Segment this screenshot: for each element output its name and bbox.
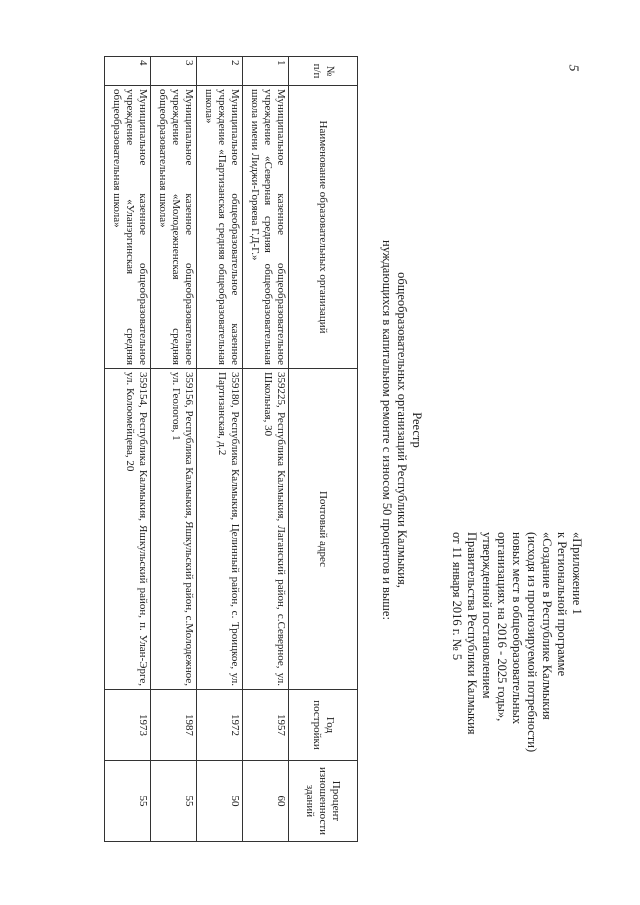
approval-line: утвержденной постановлением <box>480 532 494 699</box>
approval-line: (исходя из прогнозируемой потребности) <box>525 532 539 753</box>
approval-line: организациях на 2016 - 2025 годы», <box>495 532 509 722</box>
table-row <box>243 57 289 842</box>
page-number: 5 <box>565 64 581 72</box>
cell-num: 1 <box>243 57 289 86</box>
cell-year: 1972 <box>197 690 243 761</box>
cell-num: 4 <box>105 57 151 86</box>
cell-name: Муниципальное общеобразовательное казенное учреждение «Партизанская средняя общеобразовательная школа» <box>197 86 243 369</box>
title-line: нуждающихся в капитальном ремонте с износом 50 процентов и выше: <box>380 240 394 620</box>
cell-address: 359225, Республика Калмыкия, Лаганский район, с.Северное, ул. Школьная, 30 <box>243 369 289 690</box>
header-wear: Процент изношенности зданий <box>289 761 358 842</box>
header-address: Почтовый адрес <box>289 369 358 690</box>
title-line: Реестр <box>410 412 424 448</box>
cell-num: 2 <box>197 57 243 86</box>
cell-wear: 55 <box>105 761 151 842</box>
cell-year: 1973 <box>105 690 151 761</box>
approval-line: новых мест в общеобразовательных <box>510 532 524 725</box>
table-row <box>105 57 151 842</box>
cell-wear: 55 <box>151 761 197 842</box>
approval-line: Правительства Республики Калмыкия <box>465 532 479 735</box>
table-header-row <box>289 57 358 842</box>
cell-name: Муниципальное казенное общеобразовательное учреждение «Молодежненская средняя общеобразовательная школа» <box>151 86 197 369</box>
cell-address: 359180, Республика Калмыкия, Целинный район, с. Троицкое, ул. Партизанская, д.2 <box>197 369 243 690</box>
approval-line: «Приложение 1 <box>570 532 584 615</box>
cell-wear: 60 <box>243 761 289 842</box>
header-name: Наименование образовательных организаций <box>289 86 358 369</box>
cell-wear: 50 <box>197 761 243 842</box>
approval-line: от 11 января 2016 г. № 5 <box>450 532 464 661</box>
cell-name: Муниципальное казенное общеобразовательное учреждение «Уланэргинская средняя общеобразовательная школа» <box>105 86 151 369</box>
approval-line: «Создание в Республике Калмыкия <box>540 532 554 720</box>
table-row <box>197 57 243 842</box>
cell-address: 359154, Республика Калмыкия, Яшкульский район, п. Улан-Эрге, ул. Колоомейцева, 20 <box>105 369 151 690</box>
cell-address: 359156, Республика Калмыкия, Яшкульский район, с.Молодежное, ул. Геологов, 1 <box>151 369 197 690</box>
approval-line: к Региональной программе <box>555 532 569 677</box>
title-line: общеобразовательных организаций Республики Калмыкия, <box>395 272 409 588</box>
document-title <box>379 90 424 770</box>
cell-num: 3 <box>151 57 197 86</box>
header-num: № п/п <box>289 57 358 86</box>
table-row <box>151 57 197 842</box>
approval-note <box>449 532 584 852</box>
cell-name: Муниципальное казенное общеобразовательное учреждение «Северная средняя общеобразовательная школа имени Лиджи-Горяева Г.Д-Г.» <box>243 86 289 369</box>
cell-year: 1957 <box>243 690 289 761</box>
header-year: Год постройки <box>289 690 358 761</box>
cell-year: 1987 <box>151 690 197 761</box>
registry-table <box>104 56 358 842</box>
